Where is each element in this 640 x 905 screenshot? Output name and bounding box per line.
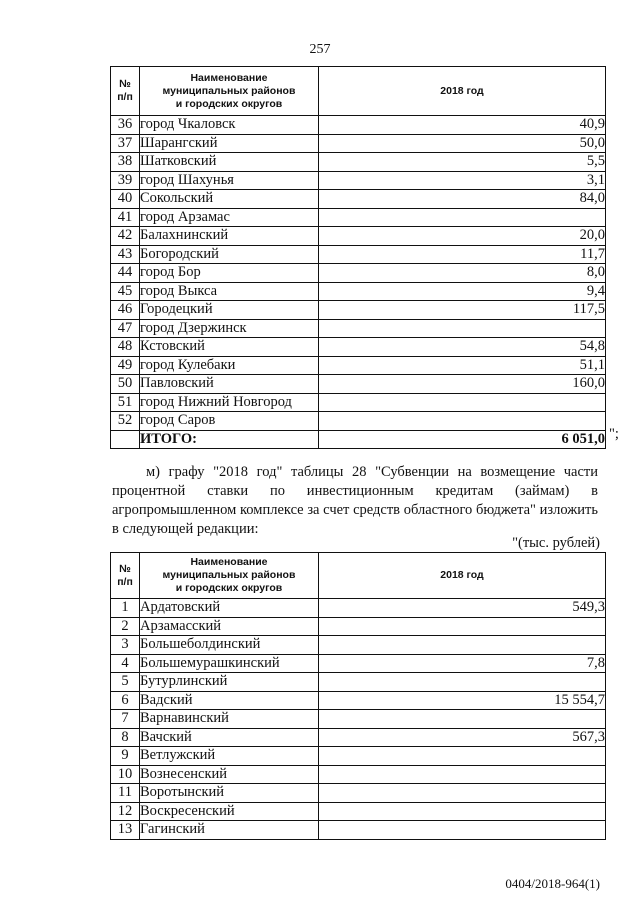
header-number: № п/п	[111, 67, 140, 116]
table-row	[111, 245, 606, 264]
row-name: Вачский	[140, 728, 319, 747]
row-number: 7	[111, 710, 140, 729]
table-row	[111, 282, 606, 301]
table-row	[111, 710, 606, 729]
row-value	[319, 319, 606, 338]
row-name: город Бор	[140, 264, 319, 283]
header-number: № п/п	[111, 553, 140, 599]
row-name: Кстовский	[140, 338, 319, 357]
row-name: Воротынский	[140, 784, 319, 803]
row-number: 13	[111, 821, 140, 840]
row-number: 49	[111, 356, 140, 375]
table-header-row	[111, 67, 606, 116]
row-number: 38	[111, 153, 140, 172]
table-row	[111, 654, 606, 673]
row-name: Вознесенский	[140, 765, 319, 784]
row-name: Большемурашкинский	[140, 654, 319, 673]
row-name: Городецкий	[140, 301, 319, 320]
row-number: 6	[111, 691, 140, 710]
table-row	[111, 747, 606, 766]
row-value	[319, 710, 606, 729]
row-number: 9	[111, 747, 140, 766]
table-row	[111, 412, 606, 431]
row-value	[319, 821, 606, 840]
row-number: 4	[111, 654, 140, 673]
row-value: 567,3	[319, 728, 606, 747]
row-number: 2	[111, 617, 140, 636]
header-year: 2018 год	[319, 553, 606, 599]
table-row	[111, 728, 606, 747]
row-name: Ардатовский	[140, 599, 319, 618]
row-value	[319, 208, 606, 227]
row-name: Гагинский	[140, 821, 319, 840]
row-value: 11,7	[319, 245, 606, 264]
table-row	[111, 821, 606, 840]
total-number-cell	[111, 430, 140, 449]
header-year: 2018 год	[319, 67, 606, 116]
row-name: город Кулебаки	[140, 356, 319, 375]
table-row	[111, 691, 606, 710]
row-value	[319, 636, 606, 655]
row-number: 51	[111, 393, 140, 412]
row-name: Воскресенский	[140, 802, 319, 821]
table-row	[111, 765, 606, 784]
closing-quote: ";	[609, 426, 619, 442]
row-value: 54,8	[319, 338, 606, 357]
row-number: 46	[111, 301, 140, 320]
table-row	[111, 153, 606, 172]
row-number: 36	[111, 116, 140, 135]
row-name: город Шахунья	[140, 171, 319, 190]
row-value: 7,8	[319, 654, 606, 673]
table-row	[111, 338, 606, 357]
table-row	[111, 599, 606, 618]
row-number: 43	[111, 245, 140, 264]
row-value: 160,0	[319, 375, 606, 394]
subsidy-table-1	[110, 66, 606, 449]
row-number: 50	[111, 375, 140, 394]
row-name: Шатковский	[140, 153, 319, 172]
table-row	[111, 802, 606, 821]
row-number: 39	[111, 171, 140, 190]
row-name: Сокольский	[140, 190, 319, 209]
row-value	[319, 617, 606, 636]
row-number: 8	[111, 728, 140, 747]
row-value	[319, 784, 606, 803]
amendment-paragraph: м) графу "2018 год" таблицы 28 "Субвенции на возмещение части процентной ставки по инвестиционным кредитам (займам) в агропромышленном комплексе за счет средств областного бюджета" изложить в следующей редакции:	[112, 464, 598, 537]
table-row	[111, 116, 606, 135]
table-row	[111, 190, 606, 209]
row-value	[319, 393, 606, 412]
table-row	[111, 134, 606, 153]
unit-label: "(тыс. рублей)	[512, 535, 600, 551]
row-number: 37	[111, 134, 140, 153]
row-name: город Дзержинск	[140, 319, 319, 338]
table-row	[111, 393, 606, 412]
row-name: Шарангский	[140, 134, 319, 153]
page-number: 257	[309, 42, 331, 57]
document-code: 0404/2018-964(1)	[505, 876, 600, 891]
table-row	[111, 319, 606, 338]
row-number: 10	[111, 765, 140, 784]
table-row	[111, 375, 606, 394]
row-value	[319, 412, 606, 431]
table-row	[111, 227, 606, 246]
row-number: 40	[111, 190, 140, 209]
row-name: Богородский	[140, 245, 319, 264]
total-value: 6 051,0	[319, 430, 606, 449]
header-name: Наименование муниципальных районов и городских округов	[140, 553, 319, 599]
row-value: 9,4	[319, 282, 606, 301]
row-number: 44	[111, 264, 140, 283]
row-number: 41	[111, 208, 140, 227]
row-number: 45	[111, 282, 140, 301]
row-value	[319, 765, 606, 784]
row-name: Большеболдинский	[140, 636, 319, 655]
row-number: 47	[111, 319, 140, 338]
table-row	[111, 636, 606, 655]
row-value: 5,5	[319, 153, 606, 172]
row-value: 20,0	[319, 227, 606, 246]
row-name: Варнавинский	[140, 710, 319, 729]
table-row	[111, 356, 606, 375]
row-value	[319, 673, 606, 692]
table-header-row	[111, 553, 606, 599]
row-value: 549,3	[319, 599, 606, 618]
row-name: город Выкса	[140, 282, 319, 301]
row-name: город Чкаловск	[140, 116, 319, 135]
total-label: ИТОГО:	[140, 430, 319, 449]
row-name: город Нижний Новгород	[140, 393, 319, 412]
row-name: Павловский	[140, 375, 319, 394]
row-number: 52	[111, 412, 140, 431]
row-name: Балахнинский	[140, 227, 319, 246]
row-value: 117,5	[319, 301, 606, 320]
row-value	[319, 747, 606, 766]
table-row	[111, 673, 606, 692]
total-row	[111, 430, 606, 449]
row-number: 12	[111, 802, 140, 821]
table-row	[111, 171, 606, 190]
subsidy-table-2	[110, 552, 606, 840]
table-row	[111, 208, 606, 227]
row-value: 84,0	[319, 190, 606, 209]
row-name: город Саров	[140, 412, 319, 431]
row-name: Бутурлинский	[140, 673, 319, 692]
row-number: 11	[111, 784, 140, 803]
row-value: 50,0	[319, 134, 606, 153]
row-name: город Арзамас	[140, 208, 319, 227]
row-number: 42	[111, 227, 140, 246]
row-value: 8,0	[319, 264, 606, 283]
row-value: 3,1	[319, 171, 606, 190]
table-row	[111, 301, 606, 320]
row-number: 5	[111, 673, 140, 692]
row-number: 48	[111, 338, 140, 357]
row-value: 40,9	[319, 116, 606, 135]
table-row	[111, 264, 606, 283]
row-name: Арзамасский	[140, 617, 319, 636]
row-value: 15 554,7	[319, 691, 606, 710]
row-name: Ветлужский	[140, 747, 319, 766]
header-name: Наименование муниципальных районов и городских округов	[140, 67, 319, 116]
table-row	[111, 617, 606, 636]
row-name: Вадский	[140, 691, 319, 710]
row-number: 3	[111, 636, 140, 655]
row-value	[319, 802, 606, 821]
row-number: 1	[111, 599, 140, 618]
row-value: 51,1	[319, 356, 606, 375]
table-row	[111, 784, 606, 803]
